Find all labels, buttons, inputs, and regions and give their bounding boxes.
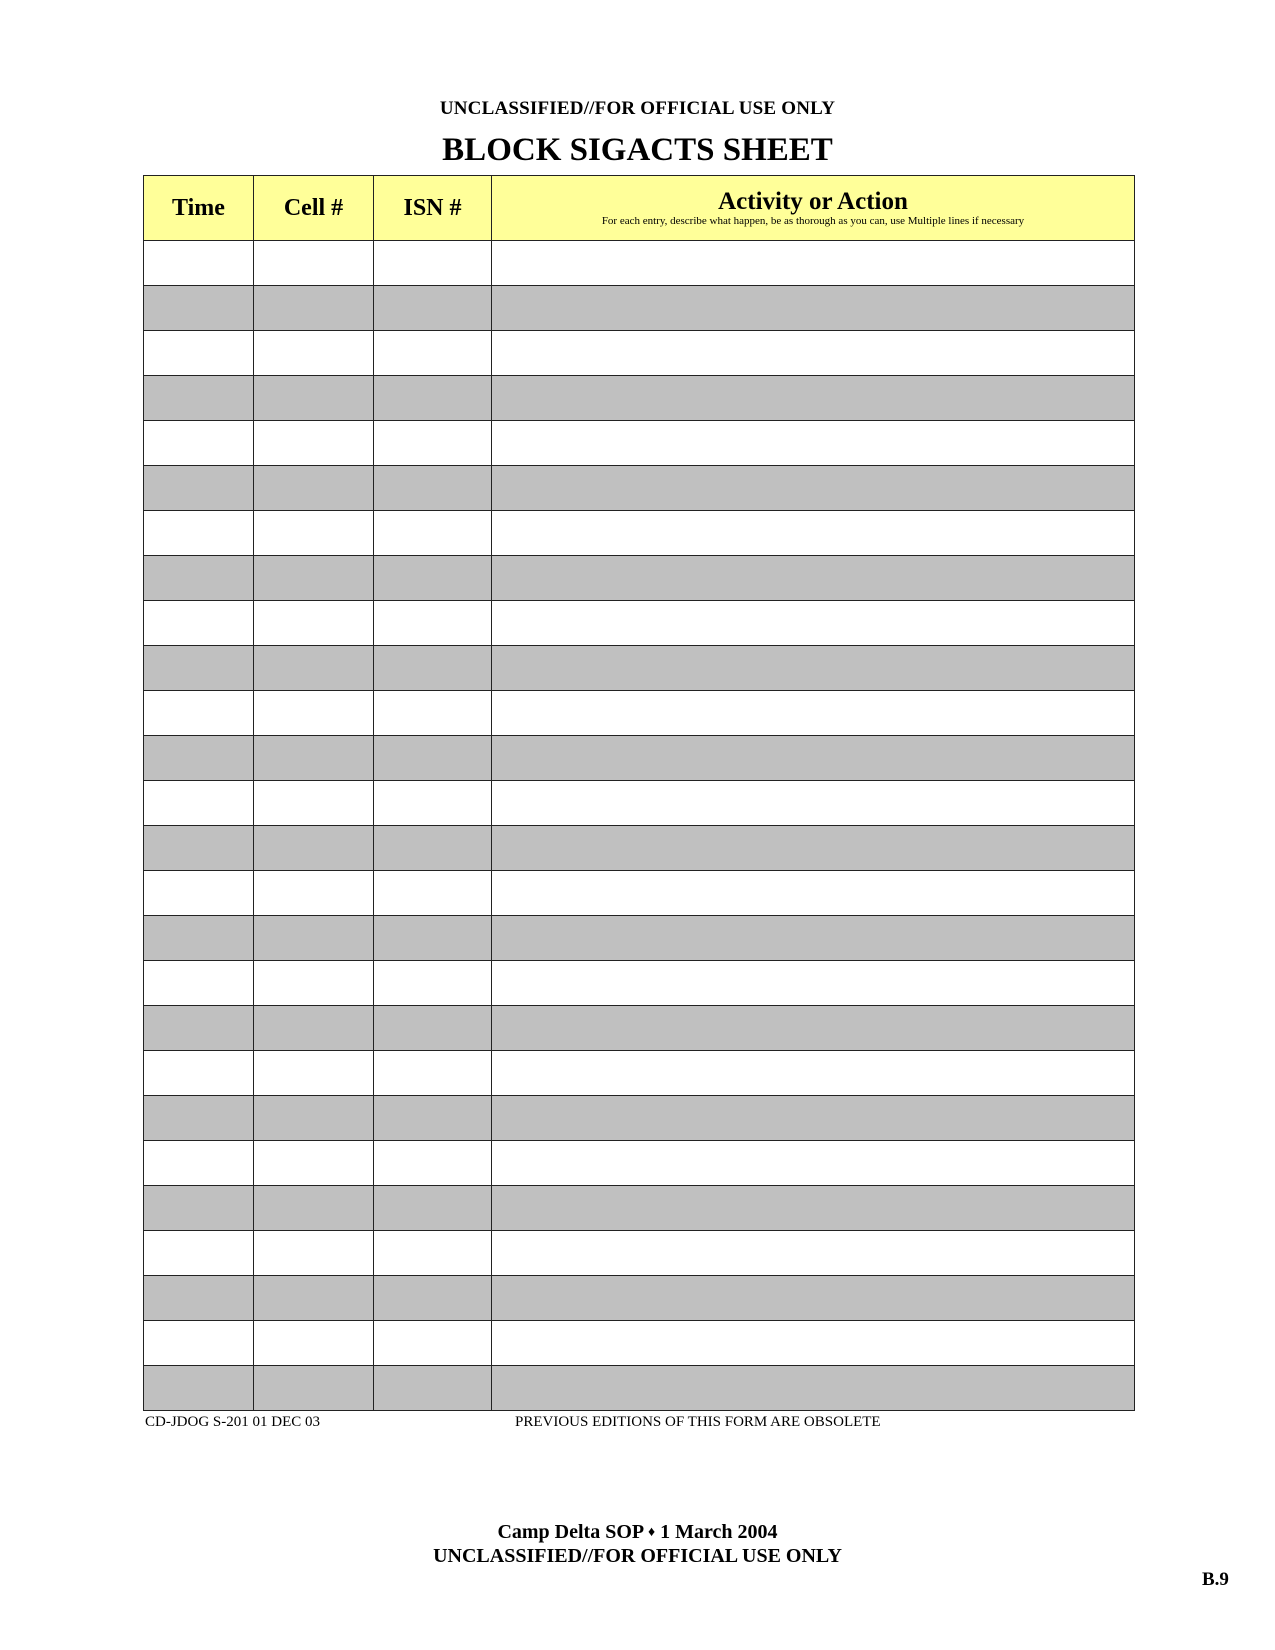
- table-row: [144, 466, 1135, 511]
- table-cell-isn[interactable]: [374, 331, 492, 376]
- column-header-cell: [254, 176, 374, 241]
- table-cell-time[interactable]: [144, 691, 254, 736]
- table-cell-time[interactable]: [144, 871, 254, 916]
- table-cell-time[interactable]: [144, 601, 254, 646]
- table-row: [144, 1276, 1135, 1321]
- table-cell-cell[interactable]: [254, 691, 374, 736]
- table-cell-time[interactable]: [144, 646, 254, 691]
- table-cell-isn[interactable]: [374, 601, 492, 646]
- table-cell-time[interactable]: [144, 511, 254, 556]
- table-cell-time[interactable]: [144, 1006, 254, 1051]
- table-cell-cell[interactable]: [254, 421, 374, 466]
- table-cell-activity[interactable]: [492, 511, 1135, 556]
- table-cell-cell[interactable]: [254, 376, 374, 421]
- table-cell-cell[interactable]: [254, 871, 374, 916]
- table-cell-activity[interactable]: [492, 376, 1135, 421]
- table-row: [144, 421, 1135, 466]
- form-id: CD-JDOG S-201 01 DEC 03: [145, 1414, 321, 1430]
- sigacts-table: [143, 175, 1135, 1411]
- footer-sop-line: [0, 1521, 1275, 1544]
- table-cell-isn[interactable]: [374, 781, 492, 826]
- table-cell-isn[interactable]: [374, 961, 492, 1006]
- table-cell-cell[interactable]: [254, 1231, 374, 1276]
- table-cell-time[interactable]: [144, 1096, 254, 1141]
- table-cell-time[interactable]: [144, 1276, 254, 1321]
- table-cell-isn[interactable]: [374, 1186, 492, 1231]
- classification-banner-bottom: UNCLASSIFIED//FOR OFFICIAL USE ONLY: [433, 1545, 842, 1567]
- table-cell-isn[interactable]: [374, 1051, 492, 1096]
- column-header-cell-label: Cell #: [283, 194, 344, 221]
- table-cell-cell[interactable]: [254, 331, 374, 376]
- table-cell-isn[interactable]: [374, 1096, 492, 1141]
- table-cell-isn[interactable]: [374, 556, 492, 601]
- table-cell-activity[interactable]: [492, 691, 1135, 736]
- table-row: [144, 781, 1135, 826]
- table-row: [144, 1051, 1135, 1096]
- table-cell-isn[interactable]: [374, 691, 492, 736]
- table-cell-isn[interactable]: [374, 511, 492, 556]
- table-cell-cell[interactable]: [254, 646, 374, 691]
- classification-banner-top: UNCLASSIFIED//FOR OFFICIAL USE ONLY: [439, 98, 836, 119]
- footer-sop-date: 1 March 2004: [660, 1521, 778, 1543]
- table-row: [144, 376, 1135, 421]
- table-cell-cell[interactable]: [254, 241, 374, 286]
- column-header-time: [144, 176, 254, 241]
- table-row: [144, 556, 1135, 601]
- table-cell-isn[interactable]: [374, 826, 492, 871]
- table-cell-activity[interactable]: [492, 241, 1135, 286]
- table-cell-time[interactable]: [144, 961, 254, 1006]
- table-cell-cell[interactable]: [254, 511, 374, 556]
- table-cell-cell[interactable]: [254, 286, 374, 331]
- table-cell-time[interactable]: [144, 421, 254, 466]
- column-header-activity: [492, 176, 1135, 241]
- table-cell-isn[interactable]: [374, 1141, 492, 1186]
- table-cell-time[interactable]: [144, 241, 254, 286]
- table-header-row: [144, 176, 1135, 241]
- table-cell-cell[interactable]: [254, 781, 374, 826]
- table-cell-cell[interactable]: [254, 1276, 374, 1321]
- table-cell-cell[interactable]: [254, 1366, 374, 1411]
- table-body: [144, 241, 1135, 1411]
- table-cell-activity[interactable]: [492, 916, 1135, 961]
- column-header-activity-label: Activity or Action: [718, 187, 908, 215]
- table-cell-isn[interactable]: [374, 421, 492, 466]
- table-cell-time[interactable]: [144, 916, 254, 961]
- table-cell-activity[interactable]: [492, 1231, 1135, 1276]
- table-cell-cell[interactable]: [254, 1186, 374, 1231]
- table-cell-activity[interactable]: [492, 556, 1135, 601]
- table-row: [144, 331, 1135, 376]
- table-cell-cell[interactable]: [254, 916, 374, 961]
- table-row: [144, 961, 1135, 1006]
- table-cell-isn[interactable]: [374, 1231, 492, 1276]
- table-cell-isn[interactable]: [374, 1366, 492, 1411]
- column-header-time-label: Time: [172, 194, 225, 221]
- table-cell-time[interactable]: [144, 376, 254, 421]
- table-cell-isn[interactable]: [374, 376, 492, 421]
- table-cell-time[interactable]: [144, 331, 254, 376]
- table-cell-cell[interactable]: [254, 736, 374, 781]
- table-cell-isn[interactable]: [374, 466, 492, 511]
- table-cell-activity[interactable]: [492, 1096, 1135, 1141]
- table-cell-activity[interactable]: [492, 1006, 1135, 1051]
- table-cell-activity[interactable]: [492, 961, 1135, 1006]
- table-row: [144, 1321, 1135, 1366]
- table-cell-cell[interactable]: [254, 1096, 374, 1141]
- table-cell-activity[interactable]: [492, 601, 1135, 646]
- table-row: [144, 916, 1135, 961]
- table-row: [144, 736, 1135, 781]
- table-cell-isn[interactable]: [374, 1006, 492, 1051]
- table-cell-activity[interactable]: [492, 1186, 1135, 1231]
- table-cell-cell[interactable]: [254, 826, 374, 871]
- table-cell-cell[interactable]: [254, 1051, 374, 1096]
- table-cell-isn[interactable]: [374, 286, 492, 331]
- table-cell-time[interactable]: [144, 556, 254, 601]
- table-cell-activity[interactable]: [492, 331, 1135, 376]
- table-cell-cell[interactable]: [254, 1321, 374, 1366]
- table-cell-time[interactable]: [144, 1231, 254, 1276]
- table-cell-cell[interactable]: [254, 961, 374, 1006]
- table-row: [144, 871, 1135, 916]
- table-cell-isn[interactable]: [374, 871, 492, 916]
- page-number: B.9: [1202, 1569, 1229, 1590]
- table-cell-time[interactable]: [144, 1051, 254, 1096]
- table-cell-activity[interactable]: [492, 871, 1135, 916]
- table-cell-time[interactable]: [144, 1366, 254, 1411]
- column-header-isn-label: ISN #: [403, 194, 462, 221]
- table-cell-time[interactable]: [144, 1186, 254, 1231]
- activity-instructions: For each entry, describe what happen, be as thorough as you can, use Multiple lines if necessary: [601, 214, 1025, 227]
- footer-sop-name: Camp Delta SOP: [497, 1521, 643, 1543]
- table-cell-activity[interactable]: [492, 826, 1135, 871]
- table-row: [144, 826, 1135, 871]
- table-cell-cell[interactable]: [254, 1141, 374, 1186]
- table-cell-activity[interactable]: [492, 646, 1135, 691]
- table-cell-time[interactable]: [144, 286, 254, 331]
- table-cell-time[interactable]: [144, 466, 254, 511]
- table-cell-time[interactable]: [144, 781, 254, 826]
- table-cell-isn[interactable]: [374, 241, 492, 286]
- table-row: [144, 1366, 1135, 1411]
- table-cell-time[interactable]: [144, 736, 254, 781]
- table-row: [144, 241, 1135, 286]
- table-row: [144, 1231, 1135, 1276]
- table-cell-cell[interactable]: [254, 556, 374, 601]
- table-cell-activity[interactable]: [492, 1051, 1135, 1096]
- table-cell-activity[interactable]: [492, 736, 1135, 781]
- table-row: [144, 1141, 1135, 1186]
- table-cell-time[interactable]: [144, 1321, 254, 1366]
- table-cell-cell[interactable]: [254, 466, 374, 511]
- table-row: [144, 1096, 1135, 1141]
- table-cell-cell[interactable]: [254, 1006, 374, 1051]
- table-row: [144, 286, 1135, 331]
- table-cell-activity[interactable]: [492, 1366, 1135, 1411]
- table-cell-activity[interactable]: [492, 421, 1135, 466]
- table-row: [144, 601, 1135, 646]
- table-cell-isn[interactable]: [374, 646, 492, 691]
- table-cell-isn[interactable]: [374, 1276, 492, 1321]
- column-header-isn: [374, 176, 492, 241]
- table-cell-cell[interactable]: [254, 601, 374, 646]
- table-cell-activity[interactable]: [492, 286, 1135, 331]
- table-row: [144, 511, 1135, 556]
- table-cell-isn[interactable]: [374, 1321, 492, 1366]
- table-row: [144, 691, 1135, 736]
- table-cell-activity[interactable]: [492, 1276, 1135, 1321]
- form-title: BLOCK SIGACTS SHEET: [442, 132, 833, 168]
- table-cell-isn[interactable]: [374, 736, 492, 781]
- table-cell-time[interactable]: [144, 826, 254, 871]
- diamond-separator-icon: ♦: [648, 1525, 656, 1540]
- table-cell-isn[interactable]: [374, 916, 492, 961]
- table-row: [144, 646, 1135, 691]
- table-cell-activity[interactable]: [492, 781, 1135, 826]
- table-cell-activity[interactable]: [492, 1321, 1135, 1366]
- table-cell-activity[interactable]: [492, 1141, 1135, 1186]
- table-row: [144, 1186, 1135, 1231]
- obsolete-note: PREVIOUS EDITIONS OF THIS FORM ARE OBSOLETE: [515, 1414, 881, 1430]
- table-row: [144, 1006, 1135, 1051]
- table-cell-time[interactable]: [144, 1141, 254, 1186]
- table-cell-activity[interactable]: [492, 466, 1135, 511]
